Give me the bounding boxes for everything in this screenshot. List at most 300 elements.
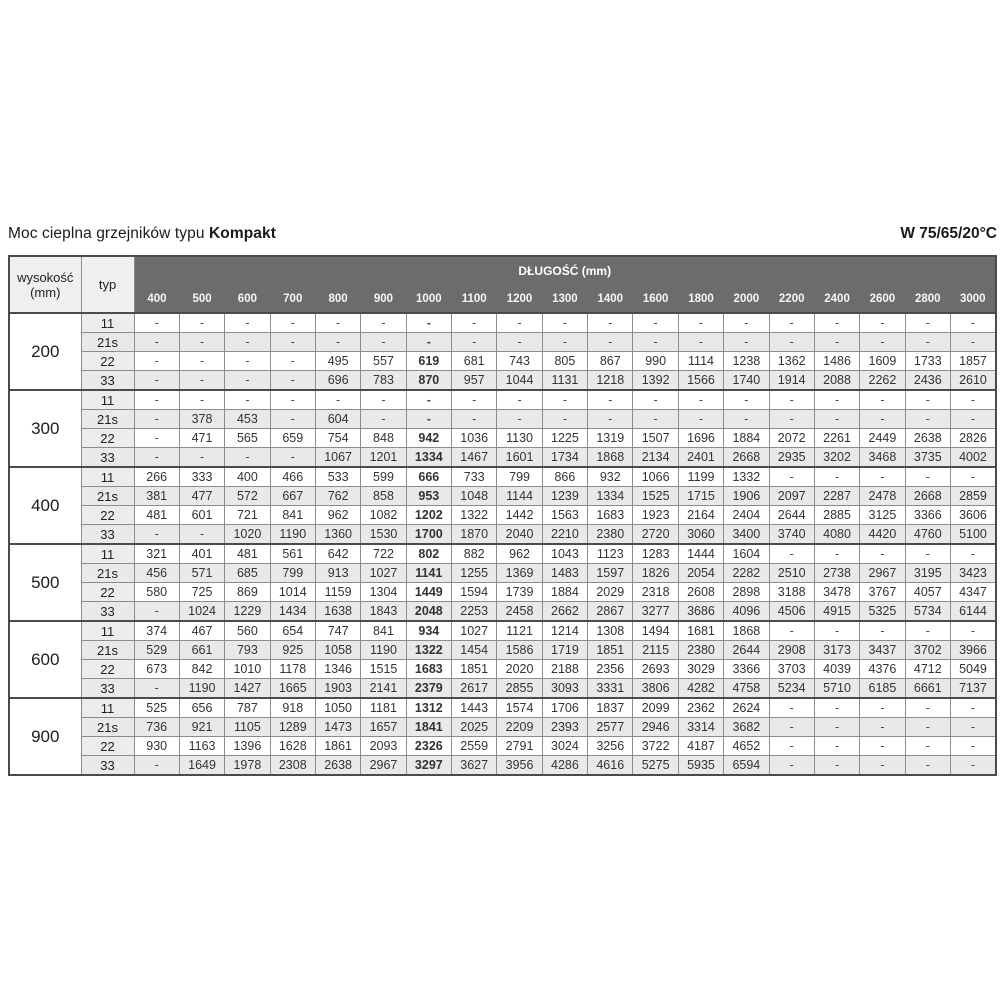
value-cell: - bbox=[814, 410, 859, 429]
value-cell: 1740 bbox=[724, 371, 769, 391]
value-cell: 882 bbox=[452, 544, 497, 564]
length-column-header: 1600 bbox=[633, 285, 678, 313]
value-cell: 3331 bbox=[588, 679, 633, 699]
value-cell: - bbox=[769, 756, 814, 776]
value-cell: 2791 bbox=[497, 737, 542, 756]
value-cell: 333 bbox=[179, 467, 224, 487]
value-cell: 1319 bbox=[588, 429, 633, 448]
value-cell: 1190 bbox=[270, 525, 315, 545]
value-cell: 3400 bbox=[724, 525, 769, 545]
value-cell: 1604 bbox=[724, 544, 769, 564]
value-cell: 1857 bbox=[950, 352, 996, 371]
value-cell: - bbox=[814, 544, 859, 564]
value-cell: - bbox=[814, 718, 859, 737]
value-cell: - bbox=[134, 313, 179, 333]
value-cell: - bbox=[950, 621, 996, 641]
value-cell: - bbox=[225, 371, 270, 391]
value-cell: - bbox=[134, 390, 179, 410]
height-cell: 300 bbox=[9, 390, 81, 467]
value-cell: 2577 bbox=[588, 718, 633, 737]
value-cell: 2967 bbox=[860, 564, 905, 583]
value-cell: 3478 bbox=[814, 583, 859, 602]
length-column-header: 1100 bbox=[452, 285, 497, 313]
value-cell: - bbox=[678, 333, 723, 352]
value-cell: 866 bbox=[542, 467, 587, 487]
value-cell: 667 bbox=[270, 487, 315, 506]
value-cell: 2282 bbox=[724, 564, 769, 583]
value-cell: 3366 bbox=[724, 660, 769, 679]
table-row bbox=[9, 448, 996, 468]
value-cell: 661 bbox=[179, 641, 224, 660]
value-cell: - bbox=[860, 544, 905, 564]
value-cell: 642 bbox=[315, 544, 360, 564]
value-cell: 721 bbox=[225, 506, 270, 525]
value-cell: 2935 bbox=[769, 448, 814, 468]
value-cell: - bbox=[452, 410, 497, 429]
value-cell: - bbox=[134, 429, 179, 448]
value-cell: 3195 bbox=[905, 564, 950, 583]
value-cell: - bbox=[497, 410, 542, 429]
type-cell: 33 bbox=[81, 525, 134, 545]
value-cell: - bbox=[270, 390, 315, 410]
value-cell: 3297 bbox=[406, 756, 451, 776]
value-cell: 565 bbox=[225, 429, 270, 448]
value-cell: 1346 bbox=[315, 660, 360, 679]
table-row bbox=[9, 698, 996, 718]
type-cell: 33 bbox=[81, 371, 134, 391]
table-caption-row bbox=[8, 225, 997, 243]
value-cell: 1868 bbox=[588, 448, 633, 468]
value-cell: 1332 bbox=[724, 467, 769, 487]
value-cell: 1851 bbox=[588, 641, 633, 660]
value-cell: 2436 bbox=[905, 371, 950, 391]
value-cell: - bbox=[225, 352, 270, 371]
table-row bbox=[9, 429, 996, 448]
page-title-product: Kompakt bbox=[208, 225, 276, 242]
value-cell: 1202 bbox=[406, 506, 451, 525]
value-cell: - bbox=[950, 467, 996, 487]
type-cell: 22 bbox=[81, 429, 134, 448]
value-cell: 870 bbox=[406, 371, 451, 391]
value-cell: 2693 bbox=[633, 660, 678, 679]
value-cell: 467 bbox=[179, 621, 224, 641]
value-cell: 930 bbox=[134, 737, 179, 756]
value-cell: 656 bbox=[179, 698, 224, 718]
value-cell: - bbox=[905, 467, 950, 487]
length-column-header: 500 bbox=[179, 285, 224, 313]
value-cell: 1683 bbox=[406, 660, 451, 679]
value-cell: 4002 bbox=[950, 448, 996, 468]
value-cell: - bbox=[905, 410, 950, 429]
table-row bbox=[9, 544, 996, 564]
value-cell: 4758 bbox=[724, 679, 769, 699]
length-column-header: 3000 bbox=[950, 285, 996, 313]
value-cell: 659 bbox=[270, 429, 315, 448]
type-cell: 11 bbox=[81, 390, 134, 410]
value-cell: - bbox=[950, 390, 996, 410]
value-cell: 1066 bbox=[633, 467, 678, 487]
value-cell: 3686 bbox=[678, 602, 723, 622]
value-cell: 802 bbox=[406, 544, 451, 564]
value-cell: - bbox=[633, 390, 678, 410]
value-cell: 1334 bbox=[406, 448, 451, 468]
value-cell: 1322 bbox=[406, 641, 451, 660]
table-row bbox=[9, 679, 996, 699]
length-column-header: 1200 bbox=[497, 285, 542, 313]
value-cell: 7137 bbox=[950, 679, 996, 699]
value-cell: - bbox=[769, 467, 814, 487]
value-cell: 1225 bbox=[542, 429, 587, 448]
value-cell: 2380 bbox=[678, 641, 723, 660]
length-column-header: 1000 bbox=[406, 285, 451, 313]
type-cell: 21s bbox=[81, 718, 134, 737]
value-cell: 2141 bbox=[361, 679, 406, 699]
height-cell: 200 bbox=[9, 313, 81, 390]
value-cell: 378 bbox=[179, 410, 224, 429]
value-cell: 4915 bbox=[814, 602, 859, 622]
value-cell: 580 bbox=[134, 583, 179, 602]
table-row bbox=[9, 602, 996, 622]
value-cell: 1392 bbox=[633, 371, 678, 391]
type-cell: 11 bbox=[81, 467, 134, 487]
value-cell: 3956 bbox=[497, 756, 542, 776]
height-group-300 bbox=[9, 390, 996, 467]
length-column-header: 600 bbox=[225, 285, 270, 313]
value-cell: 1141 bbox=[406, 564, 451, 583]
value-cell: 957 bbox=[452, 371, 497, 391]
value-cell: 561 bbox=[270, 544, 315, 564]
value-cell: 1868 bbox=[724, 621, 769, 641]
value-cell: 1444 bbox=[678, 544, 723, 564]
value-cell: - bbox=[270, 371, 315, 391]
value-cell: 1036 bbox=[452, 429, 497, 448]
value-cell: 266 bbox=[134, 467, 179, 487]
value-cell: - bbox=[134, 410, 179, 429]
value-cell: 2318 bbox=[633, 583, 678, 602]
value-cell: - bbox=[769, 313, 814, 333]
value-cell: - bbox=[814, 756, 859, 776]
value-cell: - bbox=[860, 718, 905, 737]
type-cell: 22 bbox=[81, 737, 134, 756]
value-cell: - bbox=[542, 313, 587, 333]
value-cell: - bbox=[860, 737, 905, 756]
value-cell: 1058 bbox=[315, 641, 360, 660]
type-cell: 21s bbox=[81, 333, 134, 352]
value-cell: 456 bbox=[134, 564, 179, 583]
value-cell: 2720 bbox=[633, 525, 678, 545]
type-cell: 21s bbox=[81, 641, 134, 660]
value-cell: 571 bbox=[179, 564, 224, 583]
value-cell: - bbox=[497, 333, 542, 352]
length-column-header: 800 bbox=[315, 285, 360, 313]
value-cell: 1706 bbox=[542, 698, 587, 718]
value-cell: 529 bbox=[134, 641, 179, 660]
value-cell: 2115 bbox=[633, 641, 678, 660]
value-cell: 481 bbox=[225, 544, 270, 564]
value-cell: 1159 bbox=[315, 583, 360, 602]
value-cell: - bbox=[950, 544, 996, 564]
value-cell: - bbox=[814, 467, 859, 487]
value-cell: - bbox=[270, 410, 315, 429]
value-cell: 736 bbox=[134, 718, 179, 737]
type-cell: 11 bbox=[81, 621, 134, 641]
value-cell: 1483 bbox=[542, 564, 587, 583]
value-cell: 1130 bbox=[497, 429, 542, 448]
value-cell: 3806 bbox=[633, 679, 678, 699]
value-cell: 2638 bbox=[315, 756, 360, 776]
height-cell: 500 bbox=[9, 544, 81, 621]
value-cell: 2134 bbox=[633, 448, 678, 468]
value-cell: 2662 bbox=[542, 602, 587, 622]
value-cell: 2610 bbox=[950, 371, 996, 391]
value-cell: 685 bbox=[225, 564, 270, 583]
value-cell: 1884 bbox=[724, 429, 769, 448]
value-cell: - bbox=[452, 390, 497, 410]
value-cell: 1214 bbox=[542, 621, 587, 641]
value-cell: 1486 bbox=[814, 352, 859, 371]
value-cell: 5100 bbox=[950, 525, 996, 545]
value-cell: 6661 bbox=[905, 679, 950, 699]
value-cell: - bbox=[588, 410, 633, 429]
value-cell: - bbox=[452, 313, 497, 333]
value-cell: - bbox=[860, 333, 905, 352]
value-cell: 4282 bbox=[678, 679, 723, 699]
value-cell: - bbox=[225, 390, 270, 410]
type-cell: 22 bbox=[81, 660, 134, 679]
length-column-header: 1300 bbox=[542, 285, 587, 313]
length-header-cell: DŁUGOŚĆ (mm) bbox=[134, 256, 996, 285]
value-cell: 747 bbox=[315, 621, 360, 641]
value-cell: 3740 bbox=[769, 525, 814, 545]
value-cell: 805 bbox=[542, 352, 587, 371]
value-cell: 1114 bbox=[678, 352, 723, 371]
length-column-header: 2800 bbox=[905, 285, 950, 313]
value-cell: - bbox=[134, 333, 179, 352]
value-cell: 3627 bbox=[452, 756, 497, 776]
type-header-cell: typ bbox=[81, 256, 134, 313]
value-cell: 2404 bbox=[724, 506, 769, 525]
value-cell: - bbox=[406, 390, 451, 410]
value-cell: 1067 bbox=[315, 448, 360, 468]
value-cell: 1082 bbox=[361, 506, 406, 525]
value-cell: 3277 bbox=[633, 602, 678, 622]
value-cell: 2510 bbox=[769, 564, 814, 583]
value-cell: - bbox=[769, 737, 814, 756]
value-cell: - bbox=[633, 313, 678, 333]
table-row bbox=[9, 737, 996, 756]
value-cell: 3468 bbox=[860, 448, 905, 468]
table-row bbox=[9, 660, 996, 679]
value-cell: 4712 bbox=[905, 660, 950, 679]
value-cell: 1239 bbox=[542, 487, 587, 506]
value-cell: 4376 bbox=[860, 660, 905, 679]
value-cell: 1628 bbox=[270, 737, 315, 756]
value-cell: 1884 bbox=[542, 583, 587, 602]
value-cell: 604 bbox=[315, 410, 360, 429]
value-cell: 2826 bbox=[950, 429, 996, 448]
value-cell: - bbox=[179, 525, 224, 545]
value-cell: 1229 bbox=[225, 602, 270, 622]
type-cell: 21s bbox=[81, 564, 134, 583]
value-cell: 2898 bbox=[724, 583, 769, 602]
value-cell: - bbox=[950, 313, 996, 333]
value-cell: 5734 bbox=[905, 602, 950, 622]
value-cell: - bbox=[179, 390, 224, 410]
value-cell: - bbox=[950, 737, 996, 756]
value-cell: 1123 bbox=[588, 544, 633, 564]
value-cell: - bbox=[497, 390, 542, 410]
value-cell: 4057 bbox=[905, 583, 950, 602]
length-column-header: 900 bbox=[361, 285, 406, 313]
value-cell: 2088 bbox=[814, 371, 859, 391]
value-cell: 2326 bbox=[406, 737, 451, 756]
value-cell: - bbox=[724, 410, 769, 429]
value-cell: 1334 bbox=[588, 487, 633, 506]
table-row bbox=[9, 506, 996, 525]
height-group-500 bbox=[9, 544, 996, 621]
value-cell: - bbox=[134, 448, 179, 468]
value-cell: 3735 bbox=[905, 448, 950, 468]
value-cell: - bbox=[860, 756, 905, 776]
value-cell: 601 bbox=[179, 506, 224, 525]
value-cell: 848 bbox=[361, 429, 406, 448]
value-cell: 842 bbox=[179, 660, 224, 679]
value-cell: 1861 bbox=[315, 737, 360, 756]
value-cell: - bbox=[905, 313, 950, 333]
type-cell: 22 bbox=[81, 583, 134, 602]
value-cell: 3722 bbox=[633, 737, 678, 756]
table-row bbox=[9, 352, 996, 371]
value-cell: 1199 bbox=[678, 467, 723, 487]
value-cell: 533 bbox=[315, 467, 360, 487]
value-cell: 4039 bbox=[814, 660, 859, 679]
value-cell: - bbox=[134, 756, 179, 776]
value-cell: 2449 bbox=[860, 429, 905, 448]
value-cell: 725 bbox=[179, 583, 224, 602]
value-cell: 3125 bbox=[860, 506, 905, 525]
value-cell: - bbox=[950, 718, 996, 737]
length-column-header: 1800 bbox=[678, 285, 723, 313]
type-cell: 22 bbox=[81, 506, 134, 525]
value-cell: 733 bbox=[452, 467, 497, 487]
value-cell: - bbox=[814, 737, 859, 756]
value-cell: 1841 bbox=[406, 718, 451, 737]
value-cell: 1597 bbox=[588, 564, 633, 583]
value-cell: 1515 bbox=[361, 660, 406, 679]
value-cell: - bbox=[542, 333, 587, 352]
value-cell: 2020 bbox=[497, 660, 542, 679]
value-cell: - bbox=[905, 390, 950, 410]
value-cell: - bbox=[905, 737, 950, 756]
value-cell: 2356 bbox=[588, 660, 633, 679]
value-cell: 1190 bbox=[179, 679, 224, 699]
value-cell: - bbox=[134, 371, 179, 391]
value-cell: 1914 bbox=[769, 371, 814, 391]
value-cell: - bbox=[134, 679, 179, 699]
value-cell: 4506 bbox=[769, 602, 814, 622]
value-cell: 2097 bbox=[769, 487, 814, 506]
value-cell: 918 bbox=[270, 698, 315, 718]
value-cell: 1826 bbox=[633, 564, 678, 583]
value-cell: 3060 bbox=[678, 525, 723, 545]
height-group-600 bbox=[9, 621, 996, 698]
value-cell: 3366 bbox=[905, 506, 950, 525]
value-cell: 374 bbox=[134, 621, 179, 641]
value-cell: 481 bbox=[134, 506, 179, 525]
value-cell: - bbox=[633, 333, 678, 352]
value-cell: 1322 bbox=[452, 506, 497, 525]
value-cell: 1473 bbox=[315, 718, 360, 737]
value-cell: 1638 bbox=[315, 602, 360, 622]
value-cell: 3437 bbox=[860, 641, 905, 660]
power-table bbox=[8, 255, 997, 776]
table-row bbox=[9, 313, 996, 333]
value-cell: 2164 bbox=[678, 506, 723, 525]
value-cell: 4616 bbox=[588, 756, 633, 776]
value-cell: 2308 bbox=[270, 756, 315, 776]
value-cell: 1715 bbox=[678, 487, 723, 506]
value-cell: 4096 bbox=[724, 602, 769, 622]
value-cell: 2209 bbox=[497, 718, 542, 737]
value-cell: 381 bbox=[134, 487, 179, 506]
table-row bbox=[9, 718, 996, 737]
value-cell: - bbox=[588, 390, 633, 410]
value-cell: - bbox=[814, 333, 859, 352]
value-cell: 1043 bbox=[542, 544, 587, 564]
value-cell: 654 bbox=[270, 621, 315, 641]
value-cell: 1427 bbox=[225, 679, 270, 699]
height-cell: 600 bbox=[9, 621, 81, 698]
value-cell: 1163 bbox=[179, 737, 224, 756]
page-title bbox=[8, 225, 276, 243]
type-cell: 11 bbox=[81, 313, 134, 333]
value-cell: 1696 bbox=[678, 429, 723, 448]
value-cell: - bbox=[860, 621, 905, 641]
value-cell: 934 bbox=[406, 621, 451, 641]
value-cell: 1020 bbox=[225, 525, 270, 545]
height-group-200 bbox=[9, 313, 996, 390]
value-cell: - bbox=[814, 698, 859, 718]
value-cell: 4652 bbox=[724, 737, 769, 756]
value-cell: 2040 bbox=[497, 525, 542, 545]
type-cell: 33 bbox=[81, 448, 134, 468]
value-cell: 3173 bbox=[814, 641, 859, 660]
value-cell: 1700 bbox=[406, 525, 451, 545]
value-cell: 4420 bbox=[860, 525, 905, 545]
value-cell: 2867 bbox=[588, 602, 633, 622]
value-cell: 471 bbox=[179, 429, 224, 448]
value-cell: 2054 bbox=[678, 564, 723, 583]
value-cell: 3423 bbox=[950, 564, 996, 583]
value-cell: - bbox=[860, 390, 905, 410]
value-cell: - bbox=[179, 313, 224, 333]
value-cell: - bbox=[905, 621, 950, 641]
power-table-head bbox=[9, 256, 996, 313]
value-cell: - bbox=[315, 313, 360, 333]
value-cell: 3202 bbox=[814, 448, 859, 468]
value-cell: 1048 bbox=[452, 487, 497, 506]
value-cell: 1396 bbox=[225, 737, 270, 756]
value-cell: 5275 bbox=[633, 756, 678, 776]
type-cell: 21s bbox=[81, 487, 134, 506]
value-cell: - bbox=[179, 371, 224, 391]
value-cell: 1201 bbox=[361, 448, 406, 468]
value-cell: 1494 bbox=[633, 621, 678, 641]
value-cell: - bbox=[542, 390, 587, 410]
value-cell: 2072 bbox=[769, 429, 814, 448]
value-cell: 1360 bbox=[315, 525, 360, 545]
value-cell: - bbox=[361, 333, 406, 352]
